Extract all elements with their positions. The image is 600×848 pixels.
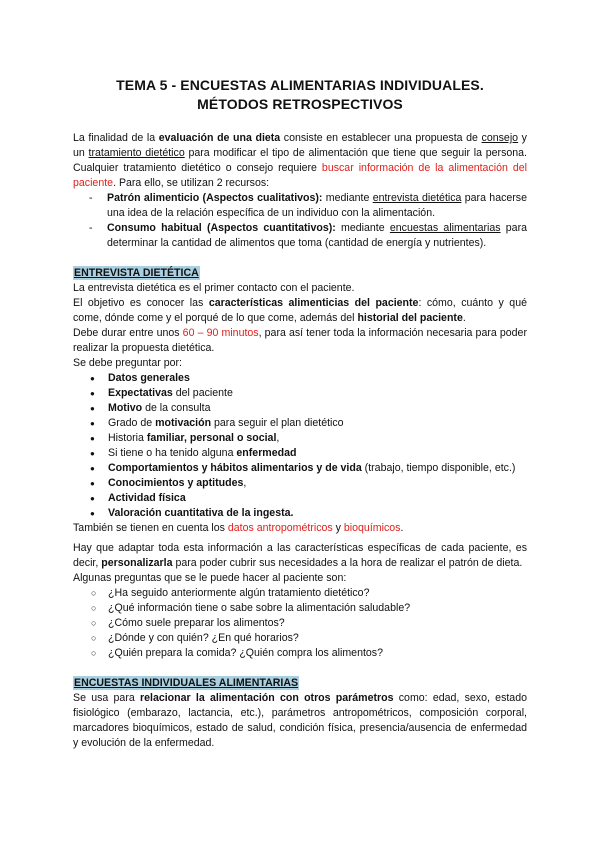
item-bold: Valoración cuantitativa de la ingesta. <box>108 507 294 519</box>
item-text: (trabajo, tiempo disponible, etc.) <box>361 462 516 474</box>
section1-p3 <box>73 326 527 356</box>
intro-bold: evaluación de una dieta <box>158 132 281 144</box>
title-line-2: MÉTODOS RETROSPECTIVOS <box>197 96 403 112</box>
list-item <box>108 371 527 386</box>
p2-bold: historial del paciente <box>357 312 463 324</box>
item-text: de la consulta <box>142 402 211 414</box>
item-text: , <box>243 477 247 489</box>
resource-text: para hacerse una idea de la relación específica de un individuo con la alimentación. <box>107 192 527 219</box>
also-red: bioquímicos <box>343 522 401 534</box>
intro-text: para modificar el tipo de alimentación que tiene que seguir la persona. Cualquier tratamiento dietético o consejo requiere <box>73 147 528 174</box>
also-text: . <box>400 522 404 534</box>
intro-underline: tratamiento dietético <box>88 147 185 159</box>
item-text: Historia <box>108 432 147 444</box>
list-item <box>108 431 527 446</box>
section-heading-wrap <box>73 266 527 281</box>
resource-underline: entrevista dietética <box>372 192 462 204</box>
adapt-bold: personalizarla <box>101 557 173 569</box>
s2-text: como: edad, sexo, estado fisiológico (embarazo, lactancia, etc.), parámetros antropométricos, composición corporal, marcadores bioquímicos, estado de salud, condición física, presencia/ausencia de enfermedad y evolución de la enfermedad. <box>73 692 527 749</box>
resource-item <box>107 221 527 251</box>
item-bold: Expectativas <box>108 387 173 399</box>
list-item <box>108 401 527 416</box>
questions-list <box>73 586 527 661</box>
section2-paragraph <box>73 691 527 751</box>
question-item: ○ ¿Cómo suele preparar los alimentos? <box>108 616 527 631</box>
resource-title: Consumo habitual (Aspectos cuantitativos): <box>107 222 336 234</box>
s2-text: Se usa para <box>73 692 140 704</box>
section-heading-entrevista: ENTREVISTA DIETÉTICA <box>74 267 199 279</box>
resource-text: mediante <box>322 192 373 204</box>
question-item: ○ ¿Qué información tiene o sabe sobre la alimentación saludable? <box>108 601 527 616</box>
title-line-1: TEMA 5 - ENCUESTAS ALIMENTARIAS INDIVIDUALES. <box>116 77 484 93</box>
item-bold: Datos generales <box>108 372 190 384</box>
section1-p4: Se debe preguntar por: <box>73 357 182 369</box>
p3-text: Debe durar entre unos <box>73 327 183 339</box>
item-bold: enfermedad <box>236 447 297 459</box>
question-item: ○ ¿Dónde y con quién? ¿En qué horarios? <box>108 631 527 646</box>
item-bold: Motivo <box>108 402 143 414</box>
intro-text: . Para ello, se utilizan 2 recursos: <box>113 177 270 189</box>
document-body <box>73 131 527 751</box>
intro-text: consiste en establecer una propuesta de <box>280 132 482 144</box>
section1-adapt <box>73 541 527 571</box>
list-item <box>108 446 527 461</box>
question-item: ○ ¿Quién prepara la comida? ¿Quién compra los alimentos? <box>108 646 527 661</box>
item-bold: Conocimientos y aptitudes <box>108 477 244 489</box>
also-text: y <box>332 522 344 534</box>
resource-text: para determinar la cantidad de alimentos que toma (cantidad de energía y nutrientes). <box>107 222 527 249</box>
p3-duration-red: 60 – 90 minutos <box>182 327 259 339</box>
intro-text: y un <box>73 132 527 159</box>
p3-text: , para así tener toda la información necesaria para poder realizar la propuesta dietética. <box>73 327 527 354</box>
intro-text: La finalidad de la <box>73 132 159 144</box>
item-text: Grado de <box>108 417 156 429</box>
adapt-text: para poder cubrir sus necesidades a la hora de realizar el patrón de dieta. <box>172 557 523 569</box>
section-heading-wrap <box>73 676 527 691</box>
item-text: del paciente <box>172 387 233 399</box>
item-text: para seguir el plan dietético <box>211 417 344 429</box>
item-text: Si tiene o ha tenido alguna <box>108 447 237 459</box>
also-text: También se tienen en cuenta los <box>73 522 228 534</box>
section1-also <box>73 521 527 536</box>
item-bold: Comportamientos y hábitos alimentarios y de vida <box>108 462 362 474</box>
section-heading-encuestas: ENCUESTAS INDIVIDUALES ALIMENTARIAS <box>74 677 299 689</box>
interview-topics-list <box>73 371 527 521</box>
section1-p2 <box>73 296 527 326</box>
section1-p1: La entrevista dietética es el primer contacto con el paciente. <box>73 282 355 294</box>
item-bold: familiar, personal o social <box>146 432 277 444</box>
resource-item <box>107 191 527 221</box>
item-text: , <box>276 432 280 444</box>
p2-bold: características alimenticias del paciente <box>208 297 419 309</box>
adapt-text: Hay que adaptar toda esta información a las características específicas de cada paciente, es decir, <box>73 542 527 569</box>
item-bold: Actividad física <box>108 492 186 504</box>
page-title <box>0 76 600 114</box>
list-item <box>108 386 527 401</box>
p2-text: El objetivo es conocer las <box>73 297 209 309</box>
p2-text: . <box>462 312 466 324</box>
resource-underline: encuestas alimentarias <box>389 222 501 234</box>
intro-highlight-red: buscar información de la alimentación del paciente <box>73 162 527 189</box>
list-item <box>108 491 527 506</box>
questions-intro: Algunas preguntas que se le puede hacer al paciente son: <box>73 572 347 584</box>
resource-text: mediante <box>335 222 390 234</box>
resources-list <box>73 191 527 251</box>
list-item <box>108 506 527 521</box>
item-bold: motivación <box>155 417 212 429</box>
question-item: ○ ¿Ha seguido anteriormente algún tratamiento dietético? <box>108 586 527 601</box>
also-red: datos antropométricos <box>227 522 333 534</box>
resource-title: Patrón alimenticio (Aspectos cualitativos): <box>107 192 323 204</box>
list-item <box>108 416 527 431</box>
list-item <box>108 461 527 476</box>
p2-text: : cómo, cuánto y qué come, dónde come y el porqué de lo que come, además del <box>73 297 527 324</box>
s2-bold: relacionar la alimentación con otros parámetros <box>140 692 394 704</box>
intro-paragraph <box>73 131 527 191</box>
list-item <box>108 476 527 491</box>
intro-underline: consejo <box>481 132 519 144</box>
